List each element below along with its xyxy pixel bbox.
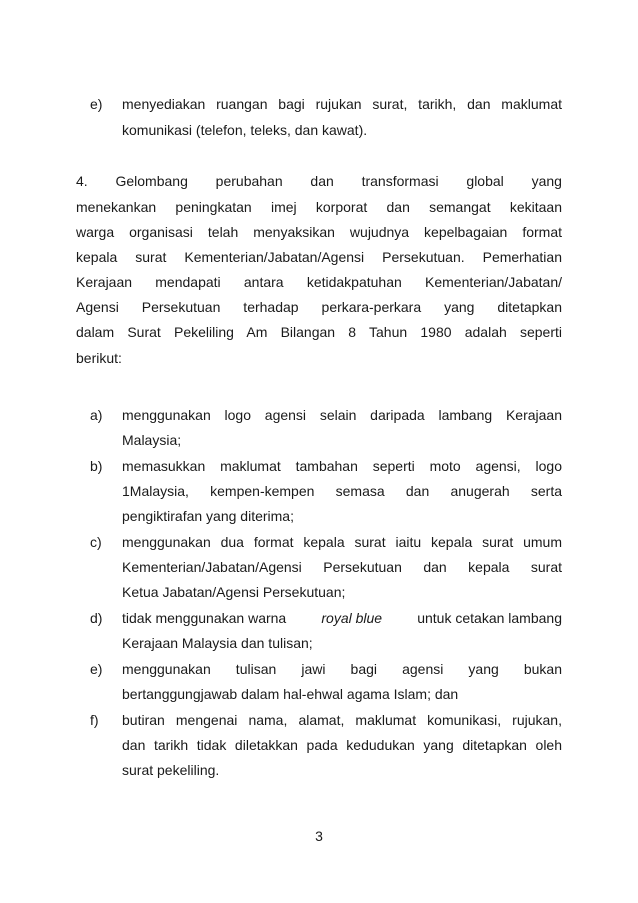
- list-item-line: menyediakan ruangan bagi rujukan surat, tarikh, dan maklumat: [122, 96, 562, 112]
- paragraph-line: Agensi Persekutuan terhadap perkara-perkara yang ditetapkan: [76, 299, 562, 315]
- paragraph-line: menekankan peningkatan imej korporat dan semangat kekitaan: [76, 199, 562, 215]
- paragraph-number: 4.: [76, 173, 88, 189]
- list-item-line: menggunakan logo agensi selain daripada lambang Kerajaan: [122, 407, 562, 423]
- list-marker: e): [90, 661, 103, 677]
- paragraph-word: yang: [531, 173, 562, 189]
- list-marker: e): [90, 96, 103, 112]
- list-text: tidak menggunakan warna: [122, 610, 287, 626]
- list-item-line: dan tarikh tidak diletakkan pada kedudukan yang ditetapkan oleh: [122, 737, 562, 753]
- paragraph-word: transformasi: [361, 173, 439, 189]
- list-item-line: 1Malaysia, kempen-kempen semasa dan anugerah serta: [122, 483, 562, 499]
- list-marker: c): [90, 534, 102, 550]
- list-item-line: butiran mengenai nama, alamat, maklumat komunikasi, rujukan,: [122, 712, 562, 728]
- list-marker: a): [90, 407, 103, 423]
- list-item-line: Malaysia;: [122, 432, 182, 448]
- list-item-line: pengiktirafan yang diterima;: [122, 508, 294, 524]
- list-item-line: menggunakan dua format kepala surat iaitu kepala surat umum: [122, 534, 562, 550]
- list-item-line: bertanggungjawab dalam hal-ehwal agama Islam; dan: [122, 686, 459, 702]
- list-item-line: Ketua Jabatan/Agensi Persekutuan;: [122, 584, 346, 600]
- list-text-italic: royal blue: [321, 610, 383, 626]
- paragraph-line: Kerajaan mendapati antara ketidakpatuhan Kementerian/Jabatan/: [76, 274, 562, 290]
- list-item-line: Kerajaan Malaysia dan tulisan;: [122, 635, 313, 651]
- paragraph-word: perubahan: [215, 173, 283, 189]
- paragraph-word: Gelombang: [115, 173, 188, 189]
- list-item-line: surat pekeliling.: [122, 762, 220, 778]
- paragraph-line: dalam Surat Pekeliling Am Bilangan 8 Tahun 1980 adalah seperti: [76, 324, 562, 340]
- page-number: 3: [315, 828, 323, 844]
- list-item-line: komunikasi (telefon, teleks, dan kawat).: [122, 122, 368, 138]
- paragraph-line: kepala surat Kementerian/Jabatan/Agensi Persekutuan. Pemerhatian: [76, 249, 562, 265]
- list-item-line-mixed: [122, 608, 562, 628]
- paragraph-word: dan: [310, 173, 334, 189]
- list-item-line: Kementerian/Jabatan/Agensi Persekutuan dan kepala surat: [122, 559, 562, 575]
- paragraph-line: berikut:: [76, 350, 122, 366]
- list-text: untuk cetakan lambang: [417, 610, 562, 626]
- list-marker: d): [90, 610, 103, 626]
- list-marker: f): [90, 712, 99, 728]
- list-marker: b): [90, 458, 103, 474]
- paragraph-line: warga organisasi telah menyaksikan wujudnya kepelbagaian format: [76, 224, 562, 240]
- list-item-line: memasukkan maklumat tambahan seperti moto agensi, logo: [122, 458, 562, 474]
- paragraph-word: global: [466, 173, 504, 189]
- paragraph-4-first-line: [76, 171, 562, 191]
- list-item-line: menggunakan tulisan jawi bagi agensi yang bukan: [122, 661, 562, 677]
